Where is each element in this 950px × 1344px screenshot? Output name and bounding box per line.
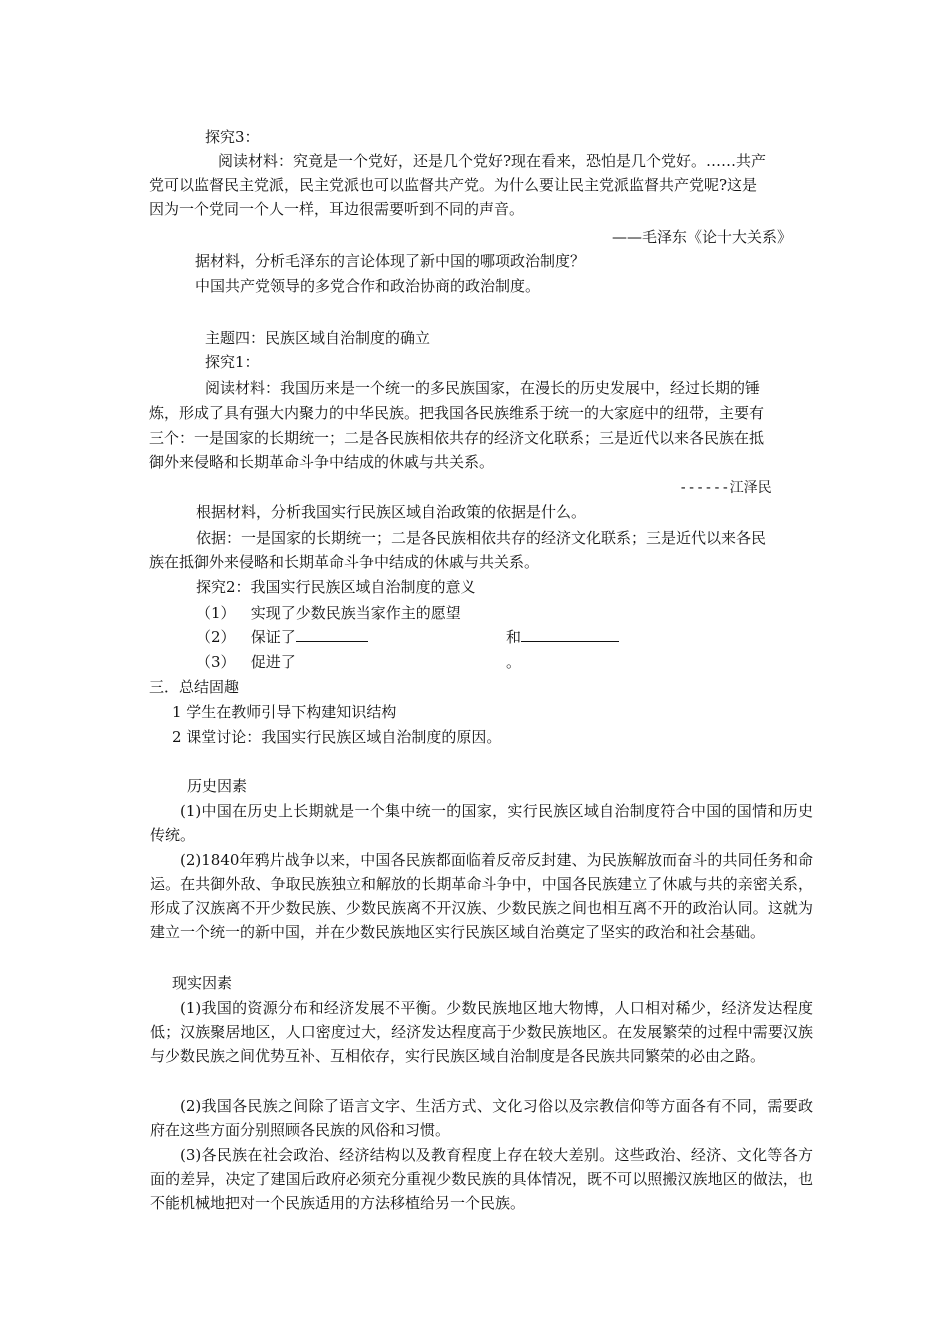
summary-heading: 三．总结固趣 — [149, 678, 240, 696]
summary-point: 2 课堂讨论：我国实行民族区域自治制度的原因。 — [172, 728, 502, 746]
significance-item-and — [506, 627, 619, 647]
history-paragraph: (1)中国在历史上长期就是一个集中统一的国家，实行民族区域自治制度符合中国的国情和历史传统。 — [150, 802, 813, 844]
reality-paragraph: (2)我国各民族之间除了语言文字、生活方式、文化习俗以及宗教信仰等方面各有不同，需要政府在这些方面分别照顾各民族的风俗和习惯。 — [150, 1097, 813, 1139]
explore3-material-line: 阅读材料：究竟是一个党好，还是几个党好?现在看来，恐怕是几个党好。……共产 — [218, 152, 767, 170]
theme4-material-line: 御外来侵略和长期革命斗争中结成的休戚与共关系。 — [149, 453, 495, 471]
explore3-material-line: 因为一个党同一个人一样，耳边很需要听到不同的声音。 — [149, 200, 525, 218]
summary-point: 1 学生在教师引导下构建知识结构 — [172, 703, 397, 721]
reality-paragraph: (1)我国的资源分布和经济发展不平衡。少数民族地区地大物博，人口相对稀少，经济发达程度低；汉族聚居地区，人口密度过大，经济发达程度高于少数民族地区。在发展繁荣的过程中需要汉族与少数民族之间优势互补、互相依存，实行民族区域自治制度是各民族共同繁荣的必由之路。 — [150, 999, 813, 1065]
theme4-title: 主题四：民族区域自治制度的确立 — [205, 329, 431, 347]
explore3-heading: 探究3： — [205, 128, 260, 146]
item-text: 促进了 — [250, 653, 296, 671]
reality-heading: 现实因素 — [172, 974, 233, 992]
item-number: （3） — [196, 653, 236, 671]
significance-item — [196, 652, 296, 672]
history-heading: 历史因素 — [187, 777, 248, 795]
explore3-question: 据材料，分析毛泽东的言论体现了新中国的哪项政治制度？ — [195, 252, 586, 270]
theme4-material-line: 炼，形成了具有强大内聚力的中华民族。把我国各民族维系于统一的大家庭中的纽带，主要有 — [149, 404, 765, 422]
item-text: 实现了少数民族当家作主的愿望 — [250, 604, 461, 622]
theme4-question: 根据材料，分析我国实行民族区域自治政策的依据是什么。 — [196, 503, 587, 521]
theme4-source: ------江泽民 — [679, 480, 772, 496]
explore3-material-line: 党可以监督民主党派，民主党派也可以监督共产党。为什么要让民主党派监督共产党呢?这是 — [149, 176, 758, 194]
explore3-source: ——毛泽东《论十大关系》 — [612, 228, 793, 246]
explore3-answer: 中国共产党领导的多党合作和政治协商的政治制度。 — [195, 277, 541, 295]
item-text: 保证了 — [250, 628, 296, 646]
explore2-heading: 探究2：我国实行民族区域自治制度的意义 — [196, 578, 476, 596]
fill-blank — [296, 627, 368, 642]
significance-item — [196, 627, 368, 647]
theme4-material-line: 阅读材料：我国历来是一个统一的多民族国家，在漫长的历史发展中，经过长期的锤 — [205, 379, 761, 397]
theme4-material-line: 三个：一是国家的长期统一；二是各民族相依共存的经济文化联系；三是近代以来各民族在抵 — [149, 429, 765, 447]
item-number: （1） — [196, 604, 236, 622]
item-and-text: 和 — [506, 628, 522, 646]
history-paragraph: (2)1840年鸦片战争以来，中国各民族都面临着反帝反封建、为民族解放而奋斗的共同任务和命运。在共御外敌、争取民族独立和解放的长期革命斗争中，中国各民族建立了休戚与共的亲密关系，形成了汉族离不开少数民族、少数民族离不开汉族、少数民族之间也相互离不开的政治认同。这就为建立一个统一的新中国，并在少数民族地区实行民族区域自治奠定了坚实的政治和社会基础。 — [150, 851, 813, 941]
fill-blank — [521, 627, 619, 642]
basis-line: 依据：一是国家的长期统一；二是各民族相依共存的经济文化联系；三是近代以来各民 — [196, 529, 767, 547]
significance-item — [196, 603, 461, 623]
explore1-heading: 探究1： — [205, 353, 260, 371]
basis-line: 族在抵御外来侵略和长期革命斗争中结成的休戚与共关系。 — [149, 553, 540, 571]
item-number: （2） — [196, 628, 236, 646]
item-end-mark: 。 — [506, 653, 522, 671]
reality-paragraph: (3)各民族在社会政治、经济结构以及教育程度上存在较大差别。这些政治、经济、文化等各方面的差异，决定了建国后政府必须充分重视少数民族的具体情况，既不可以照搬汉族地区的做法，也不能机械地把对一个民族适用的方法移植给另一个民族。 — [150, 1146, 813, 1212]
